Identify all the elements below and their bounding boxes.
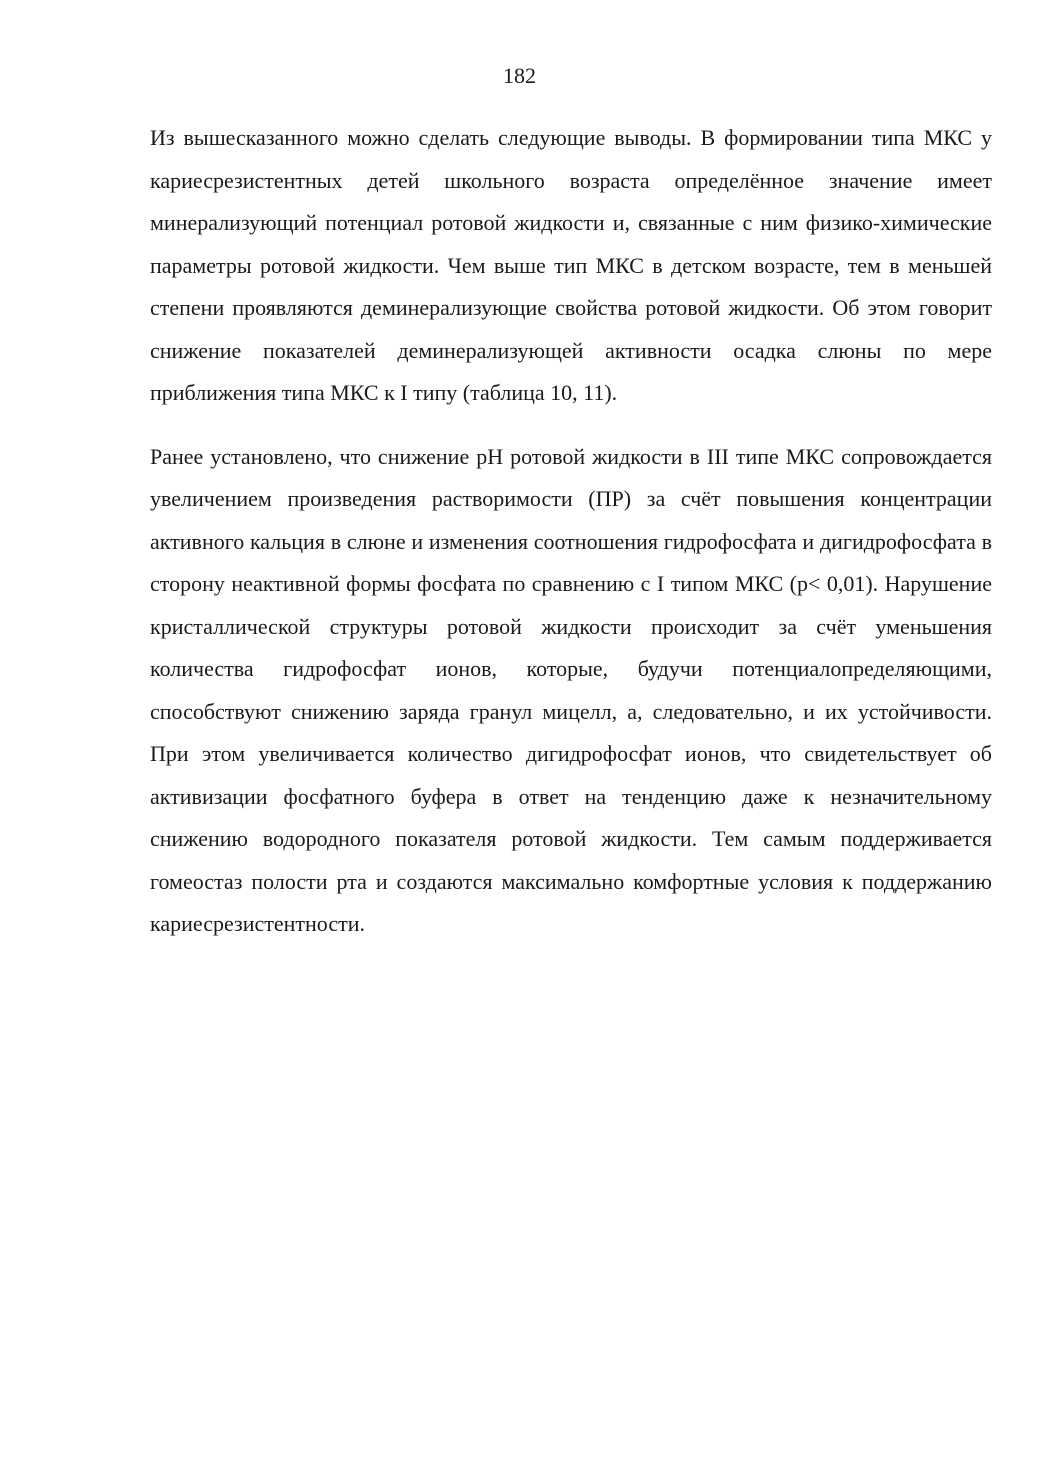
body-text xyxy=(150,117,992,946)
page-number: 182 xyxy=(503,63,536,88)
paragraph-conclusions: Из вышесказанного можно сделать следующие выводы. В формировании типа МКС у кариесрезистентных детей школьного возраста определённое значение имеет минерализующий потенциал ротовой жидкости и, связанные с ним физико-химические параметры ротовой жидкости. Чем выше тип МКС в детском возрасте, тем в меньшей степени проявляются деминерализующие свойства ротовой жидкости. Об этом говорит снижение показателей деминерализующей активности осадка слюны по мере приближения типа МКС к I типу (таблица 10, 11). xyxy=(150,125,992,405)
paragraph-ph-findings: Ранее установлено, что снижение pH ротовой жидкости в III типе МКС сопровождается увеличением произведения растворимости (ПР) за счёт повышения концентрации активного кальция в слюне и изменения соотношения гидрофосфата и дигидрофосфата в сторону неактивной формы фосфата по сравнению с I типом МКС (p< 0,01). Нарушение кристаллической структуры ротовой жидкости происходит за счёт уменьшения количества гидрофосфат ионов, которые, будучи потенциалопределяющими, способствуют снижению заряда гранул мицелл, а, следовательно, и их устойчивости. При этом увеличивается количество дигидрофосфат ионов, что свидетельствует об активизации фосфатного буфера в ответ на тенденцию даже к незначительному снижению водородного показателя ротовой жидкости. Тем самым поддерживается гомеостаз полости рта и создаются максимально комфортные условия к поддержанию кариесрезистентности. xyxy=(150,443,992,936)
